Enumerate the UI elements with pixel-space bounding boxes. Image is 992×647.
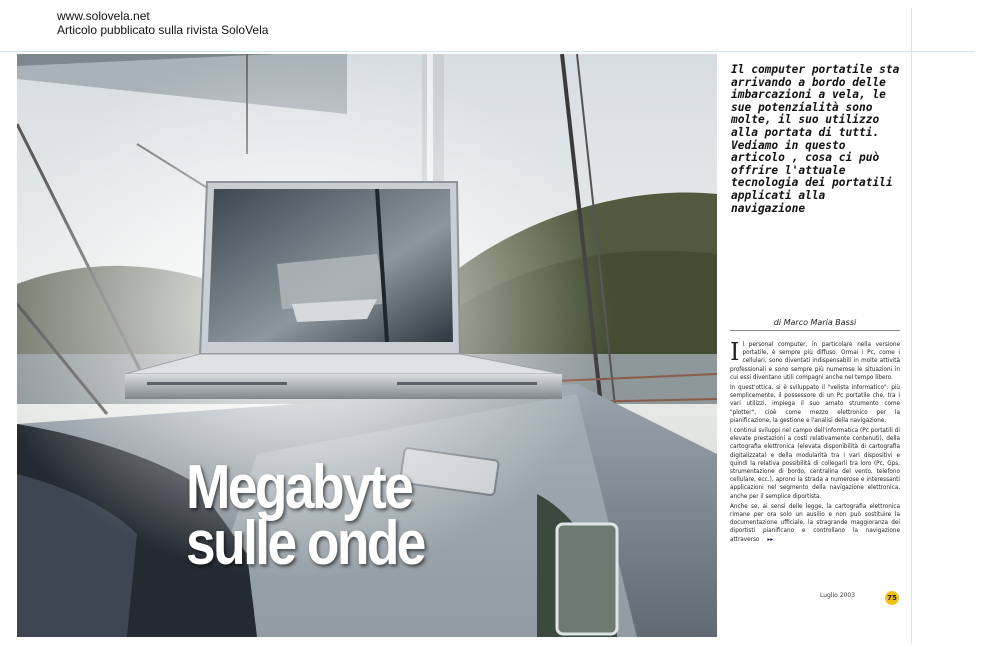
drop-cap: I: [730, 338, 740, 366]
body-paragraph: In quest'ottica, si è sviluppato il "velista informatico": più semplicemente, il possessore di un Pc portatile che, tra i vari utilizzi, impiega il suo amato strumento come "plotter", cioè come mezzo elettronico per la pianificazione, la gestione e l'analisi della navigazione.: [730, 385, 900, 424]
body-paragraph: I continui sviluppi nel campo dell'informatica (Pc portatili di elevate prestazioni a costi relativamente contenuti), della cartografia elettronica (elevata disponibilità di cartografia digitalizzata) e della modularità tra i vari dispositivi e quindi la relativa possibilità di collegarli tra loro (Pc, Gps, strumentazione di bordo, centralina del vento, telefono cellulare, ecc.), aprono la strada a numerose e interessanti applicazioni nel segmento della navigazione elettronica, anche per il semplice diportista.: [730, 428, 900, 500]
author-divider: [730, 330, 900, 331]
page-number-badge: 75: [885, 591, 899, 605]
body-paragraph: [730, 503, 900, 544]
site-header: [57, 9, 268, 37]
issue-date: Luglio 2003: [820, 592, 856, 599]
article-intro: Il computer portatile sta arrivando a bordo delle imbarcazioni a vela, le sue potenzialità sono molte, il suo utilizzo alla portata di tutti. Vediamo in questo articolo , cosa ci può offrire l'attuale tecnologia dei portatili applicati alla navigazione: [731, 63, 900, 215]
site-subtitle: Articolo pubblicato sulla rivista SoloVela: [57, 23, 269, 37]
site-url: www.solovela.net: [57, 9, 150, 23]
article-author: di Marco Maria Bassi: [773, 318, 857, 327]
continue-arrow-icon: ▸▸: [767, 536, 774, 543]
body-paragraph: [730, 338, 900, 382]
guide-line-vertical: [911, 8, 912, 644]
title-line-2: sulle onde: [186, 509, 424, 578]
body-paragraph-1-text: l personal computer, in particolare nella versione portatile, è sempre più diffuso. Ormai i Pc, come i cellulari, sono diventati indispensabili in molte attività professionali e sono sempre più numerose le situazioni in cui essi diventano utili compagni anche nel tempo libero.: [730, 342, 900, 381]
body-paragraph-4-text: Anche se, ai sensi delle legge, la cartografia elettronica rimane per ora solo un ausilio e non può sostituire la documentazione ufficiale, la stragrande maggioranza dei diportisti pianificano e controllano la navigazione attraverso: [730, 503, 900, 543]
article-body: [730, 338, 900, 546]
guide-line-horizontal: [0, 51, 975, 52]
title-line-1: Megabyte: [186, 453, 412, 522]
article-title: [186, 453, 463, 578]
